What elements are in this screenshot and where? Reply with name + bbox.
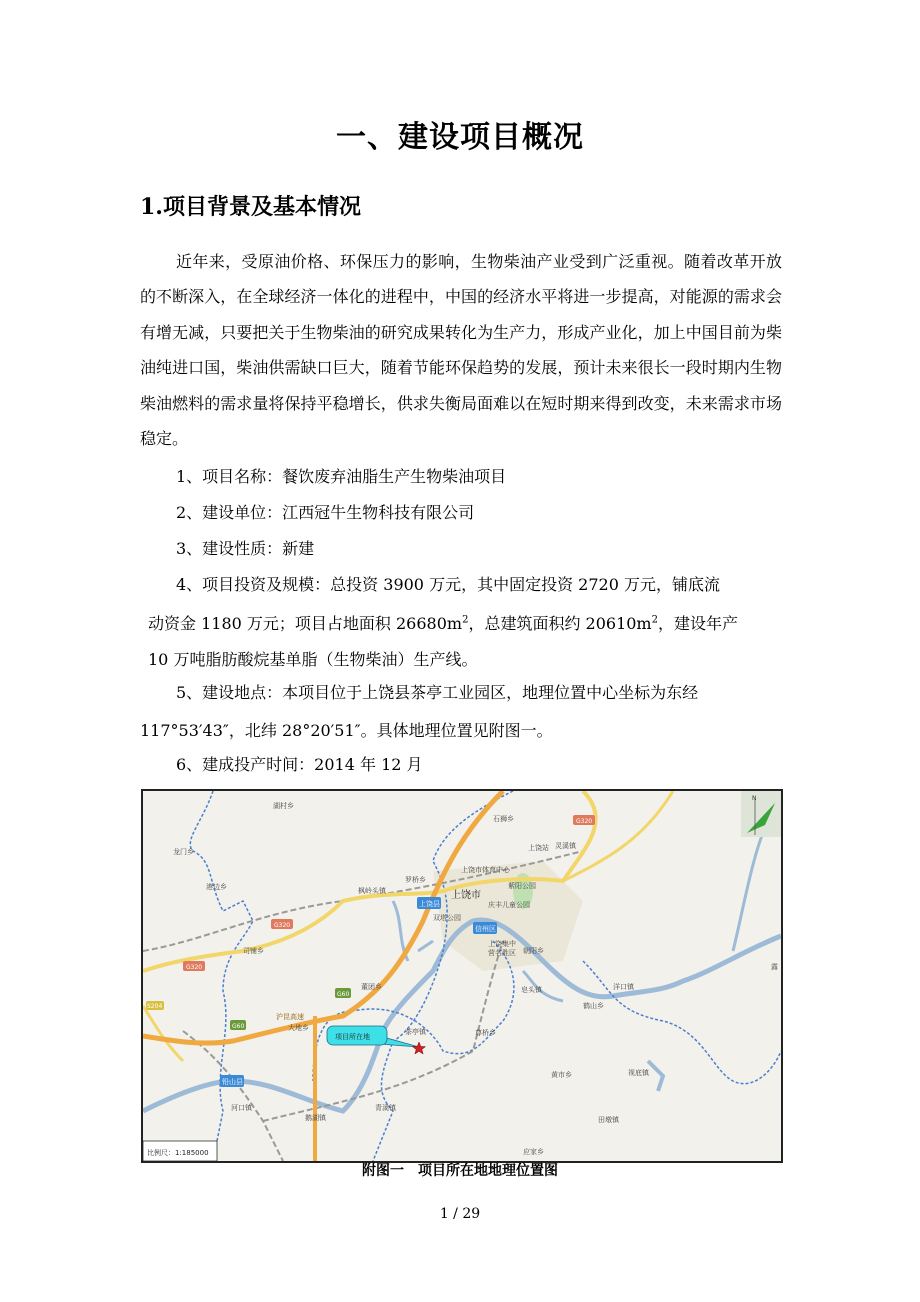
- map-label: 枫岭头镇: [358, 887, 386, 895]
- item-location-line2: 117°53′43″，北纬 28°20′51″。具体地理位置见附图一。: [140, 721, 553, 740]
- badge-s204: [146, 1001, 164, 1010]
- svg-text:上饶县: 上饶县: [419, 900, 440, 908]
- map-label: 河口镇: [231, 1104, 252, 1112]
- map-label: 庆丰儿童公园: [488, 901, 530, 909]
- map-label: 双塔公园: [433, 914, 461, 922]
- map-label: 司铺乡: [243, 947, 264, 955]
- map-label: 视底镇: [628, 1069, 649, 1077]
- project-site-star-icon: [413, 1042, 426, 1054]
- map-scale: [143, 1141, 217, 1161]
- map-label: 龙门乡: [173, 848, 194, 856]
- text: ，建设年产: [657, 614, 738, 633]
- map-label: 石狮乡: [493, 815, 514, 823]
- svg-text:铅山县: 铅山县: [222, 1078, 243, 1086]
- item-location: 5、建设地点：本项目位于上饶县茶亭工业园区，地理位置中心坐标为东经: [176, 683, 699, 702]
- map-label: 洋口镇: [613, 983, 634, 991]
- svg-text:G60: G60: [232, 1023, 245, 1030]
- badge-g60: [230, 1020, 246, 1030]
- item-project-name: 1、项目名称：餐饮废弃油脂生产生物柴油项目: [176, 467, 507, 486]
- map-label: 尊桥乡: [475, 1029, 496, 1037]
- map-label: 沪昆高速: [276, 1013, 304, 1021]
- map-label: 上饶集中: [488, 940, 516, 948]
- badge-g320: [183, 961, 205, 971]
- svg-text:G320: G320: [186, 964, 203, 971]
- road: [143, 1006, 183, 1061]
- intro-paragraph: 近年来，受原油价格、环保压力的影响，生物柴油产业受到广泛重视。随着改革开放的不断深入，在全球经济一体化的进程中，中国的经济水平将进一步提高，对能源的需求会有增无减，只要把关于生物柴油的研究成果转化为生产力，形成产业化，加上中国目前为柴油纯进口国，柴油供需缺口巨大，随着节能环保趋势的发展，预计未来很长一段时期内生物柴油燃料的需求量将保持平稳增长，供求失衡局面难以在短时期来得到改变，未来需求市场稳定。: [140, 252, 782, 449]
- map-label: 朝阳乡: [523, 947, 544, 955]
- page-number: 1 / 29: [439, 1206, 481, 1222]
- svg-text:N: N: [752, 795, 757, 802]
- item-construction-nature: 3、建设性质：新建: [176, 539, 315, 558]
- figure-caption: 附图一 项目所在地地理位置图: [362, 1163, 558, 1179]
- lake: [648, 1061, 663, 1091]
- map-label: 青溪镇: [375, 1104, 396, 1112]
- map-label: 黄市乡: [551, 1071, 572, 1079]
- superscript: 2: [651, 614, 658, 626]
- svg-text:项目所在地: 项目所在地: [335, 1033, 370, 1041]
- map-label: 紫阳公园: [508, 882, 536, 890]
- svg-text:G320: G320: [274, 922, 291, 929]
- north-arrow-icon: [741, 791, 781, 837]
- svg-text:S204: S204: [147, 1003, 163, 1010]
- svg-text:G320: G320: [576, 818, 593, 825]
- map-label: 董团乡: [361, 983, 382, 991]
- railway: [183, 941, 503, 1161]
- map-label: 罗桥乡: [405, 876, 426, 884]
- map-label: 露: [771, 963, 778, 971]
- map-label-city: 上饶市: [451, 890, 481, 901]
- item-investment-line2: [148, 611, 738, 634]
- badge-g60: [335, 988, 351, 998]
- item-production-time: 6、建成投产时间：2014 年 12 月: [176, 755, 423, 774]
- map-label: 茶亭镇: [405, 1028, 426, 1036]
- item-investment: 4、项目投资及规模：总投资 3900 万元，其中固定投资 2720 万元，铺底流: [176, 575, 720, 594]
- map-label: 大地乡: [288, 1024, 309, 1032]
- map-label: 上饶站: [528, 844, 549, 852]
- svg-text:比例尺：1:185000: 比例尺：1:185000: [147, 1149, 209, 1157]
- superscript: 2: [462, 614, 469, 626]
- map-label: 鹅湖镇: [305, 1114, 326, 1122]
- road: [563, 791, 673, 881]
- section-heading: 1.项目背景及基本情况: [140, 194, 361, 220]
- location-map: [141, 789, 783, 1163]
- map-label: 田墩镇: [598, 1116, 619, 1124]
- text: ，总建筑面积约 20610m: [468, 614, 652, 633]
- map-label: 营名胜区: [488, 949, 516, 957]
- chapter-title: 一、建设项目概况: [336, 120, 584, 155]
- item-construction-unit: 2、建设单位：江西冠牛生物科技有限公司: [176, 503, 475, 522]
- badge-shangrao-county: [417, 897, 441, 909]
- text: 动资金 1180 万元；项目占地面积 26680m: [148, 614, 463, 633]
- badge-g320: [573, 815, 595, 825]
- map-label: 上饶市体育中心: [461, 866, 510, 874]
- map-label: 应家乡: [523, 1148, 544, 1156]
- badge-g320: [271, 919, 293, 929]
- item-investment-line3: 10 万吨脂肪酸烷基单脂（生物柴油）生产线。: [148, 650, 478, 669]
- map-label: 湖村乡: [273, 802, 294, 810]
- map-label: 灵溪镇: [555, 842, 576, 850]
- svg-text:G60: G60: [337, 991, 350, 998]
- map-label: 皂头镇: [521, 986, 542, 994]
- badge-yanshan: [220, 1075, 244, 1087]
- svg-text:信州区: 信州区: [475, 925, 496, 933]
- badge-xinzhou: [473, 922, 497, 934]
- map-label: 港边乡: [206, 883, 227, 891]
- map-label: 鹤山乡: [583, 1002, 604, 1010]
